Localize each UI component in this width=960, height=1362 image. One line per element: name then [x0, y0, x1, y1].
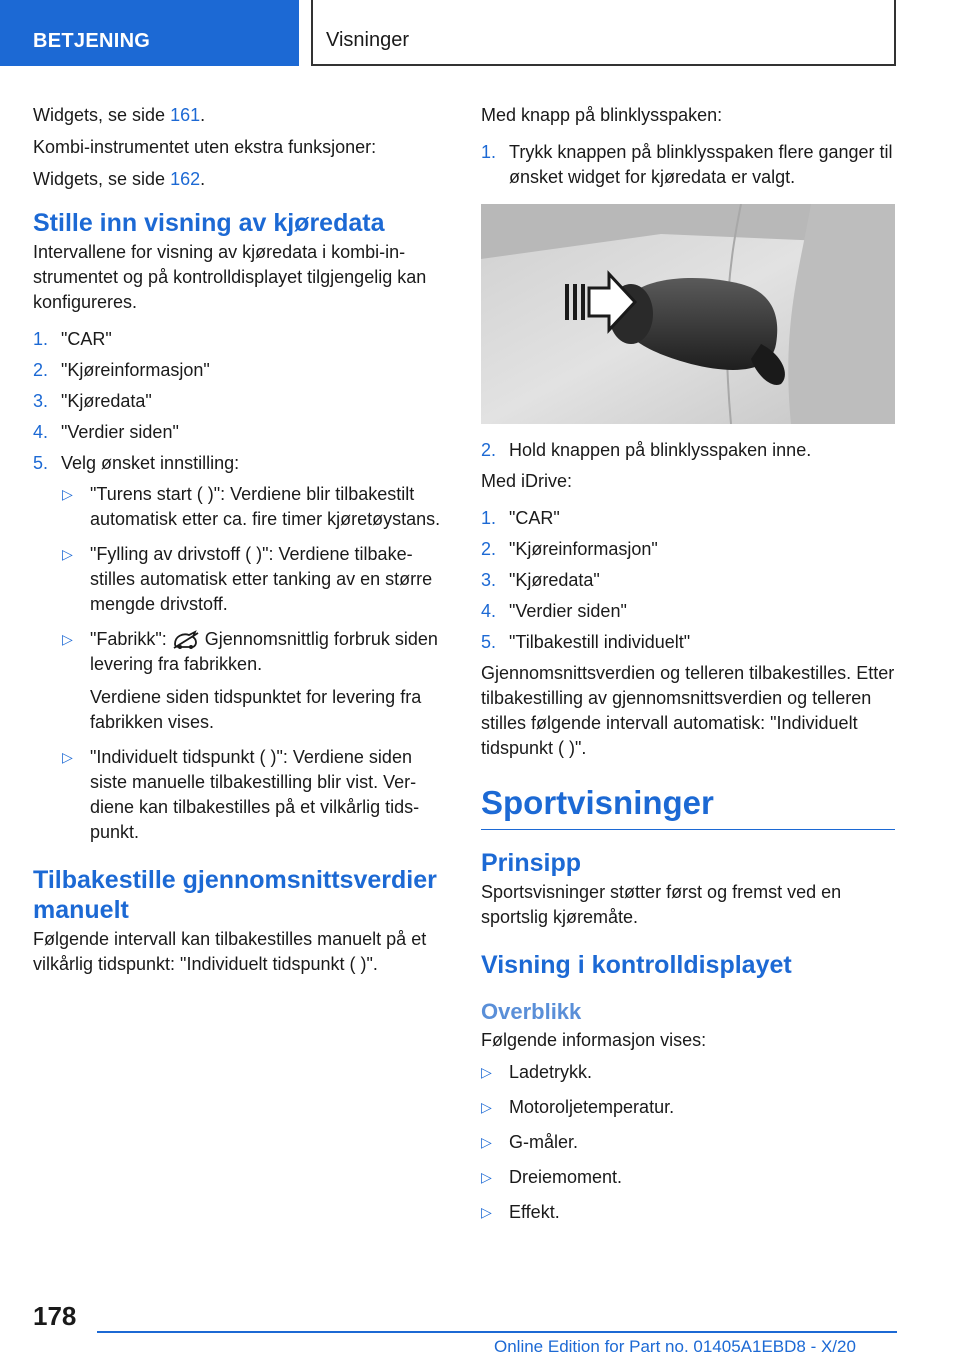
- list-item: ▷ Effekt.: [481, 1200, 895, 1225]
- list-item: ▷ "Individuelt tidspunkt ( )": Verdiene siden siste manuelle tilbakestilling blir vist. Verdiene kan tilbakestilles på et vilkårlig tidspunkt.: [62, 747, 420, 842]
- heading-sport-displays: Sportvisninger: [481, 783, 895, 830]
- settings-steps: [33, 327, 448, 476]
- turn-signal-lever-photo: [481, 204, 895, 424]
- kombi-basic-text: Kombi-instrumentet uten ekstra funksjoner:: [33, 137, 377, 157]
- button-steps-2: [481, 438, 895, 463]
- page-number: 178: [33, 1301, 77, 1331]
- list-item: 3. "Kjøredata": [33, 391, 152, 411]
- section-tab: [0, 0, 299, 66]
- list-item: 1. "CAR": [33, 329, 112, 349]
- list-item: 2. Hold knappen på blinklysspaken inne.: [481, 440, 812, 460]
- lever-illustration: [481, 204, 895, 424]
- triangle-bullet-icon: ▷: [481, 1204, 492, 1220]
- list-item: ▷ Ladetrykk.: [481, 1060, 895, 1085]
- list-item: 1. "CAR": [481, 508, 560, 528]
- list-item: ▷ "Fabrikk": Gjennomsnittlig forbruk siden levering fra fabrikken. Verdiene siden tidspunktet for levering fra fabrikken vises.: [62, 627, 448, 735]
- triangle-bullet-icon: ▷: [481, 1099, 492, 1115]
- list-item: 3. "Kjøredata": [481, 570, 600, 590]
- factory-icon: [171, 630, 201, 650]
- list-item: ▷ Motoroljetemperatur.: [481, 1095, 895, 1120]
- after-reset-text: Gjennomsnittsverdien og telleren tilbakestilles. Etter tilbakestilling av gjennomsnittsverdien og telleren stilles følgende intervall automatisk: "Individuelt tidspunkt ( )".: [481, 663, 895, 758]
- chapter-header: [311, 0, 896, 66]
- triangle-bullet-icon: ▷: [481, 1064, 492, 1080]
- page-link-161[interactable]: 161: [170, 105, 201, 125]
- options-list: [33, 482, 448, 845]
- section-title: BETJENING: [33, 30, 151, 52]
- list-item: ▷ "Turens start ( )": Verdiene blir tilbakestilt automatisk etter ca. fire timer kjøretøystans.: [62, 484, 441, 529]
- idrive-steps: [481, 506, 895, 655]
- list-item: ▷ "Fylling av drivstoff ( )": Verdiene tilbakestilles automatisk etter tanking av en større mengde drivstoff.: [62, 544, 433, 614]
- heading-principle: Prinsipp: [481, 849, 582, 877]
- heading-control-display: Visning i kontrolldisplayet: [481, 951, 792, 979]
- info-intro: Følgende informasjon vises:: [481, 1030, 707, 1050]
- list-item: 5. "Tilbakestill individuelt": [481, 632, 691, 652]
- triangle-bullet-icon: ▷: [62, 546, 73, 562]
- principle-text: Sportsvisninger støtter først og fremst ved en sportslig kjøremåte.: [481, 882, 842, 927]
- heading-reset-manual: Tilbakestille gjennomsnittsverdier manuelt: [33, 866, 437, 924]
- edition-text: Online Edition for Part no. 01405A1EBD8 - X/20: [494, 1337, 856, 1356]
- triangle-bullet-icon: ▷: [481, 1169, 492, 1185]
- list-item: ▷ G-måler.: [481, 1130, 895, 1155]
- idrive-intro: Med iDrive:: [481, 471, 573, 491]
- list-item: 4. "Verdier siden": [481, 601, 627, 621]
- info-list: [481, 1060, 895, 1225]
- button-intro: Med knapp på blinklysspaken:: [481, 105, 723, 125]
- list-item: 2. "Kjøreinformasjon": [481, 539, 658, 559]
- page-link-162[interactable]: 162: [170, 169, 201, 189]
- triangle-bullet-icon: ▷: [62, 749, 73, 765]
- footer-divider: [97, 1331, 897, 1333]
- list-item: 2. "Kjøreinformasjon": [33, 360, 210, 380]
- left-column: [33, 103, 448, 984]
- widgets-ref-1: Widgets, se side 161.: [33, 105, 206, 125]
- button-steps-1: [481, 140, 895, 190]
- list-item: ▷ Dreiemoment.: [481, 1165, 895, 1190]
- heading-overview: Overblikk: [481, 999, 582, 1024]
- triangle-bullet-icon: ▷: [62, 486, 73, 502]
- factory-note: Verdiene siden tidspunktet for levering fra fabrikken vises.: [90, 687, 422, 732]
- list-item: 1. Trykk knappen på blinklysspaken flere ganger til ønsket widget for kjøredata er valgt.: [481, 142, 893, 187]
- chapter-title: Visninger: [326, 29, 410, 51]
- reset-text: Følgende intervall kan tilbakestilles manuelt på et vilkårlig tidspunkt: "Individuelt tidspunkt ( )".: [33, 929, 427, 974]
- right-column: [481, 103, 895, 1235]
- triangle-bullet-icon: ▷: [481, 1134, 492, 1150]
- widgets-ref-2: Widgets, se side 162.: [33, 169, 206, 189]
- heading-display-settings: Stille inn visning av kjøredata: [33, 209, 385, 237]
- intro-text: Intervallene for visning av kjøredata i kombi-instrumentet og på kontrolldisplayet tilgjengelig kan konfigureres.: [33, 242, 427, 312]
- triangle-bullet-icon: ▷: [62, 631, 73, 647]
- list-item: 4. "Verdier siden": [33, 422, 179, 442]
- list-item: 5. Velg ønsket innstilling:: [33, 453, 240, 473]
